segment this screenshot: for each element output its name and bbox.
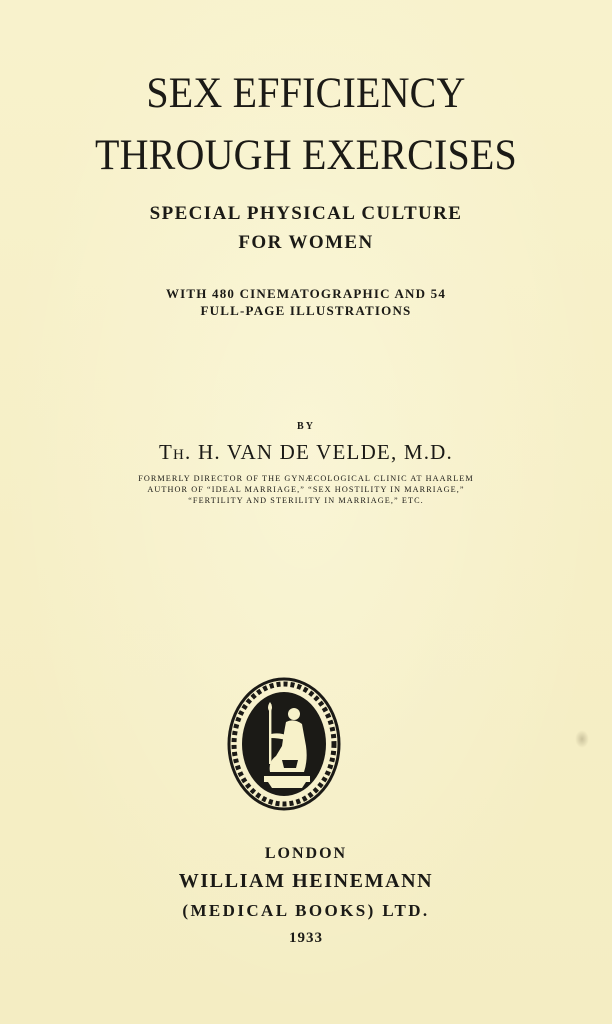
publisher-seal-icon [226, 676, 342, 812]
author-initial: Th. [158, 440, 192, 464]
illustrations-note-line-1: WITH 480 CINEMATOGRAPHIC AND 54 [165, 286, 447, 301]
book-title-line-1: SEX EFFICIENCY [146, 70, 466, 117]
author-credentials-line-1: FORMERLY DIRECTOR OF THE GYNÆCOLOGICAL CLINIC AT HAARLEM [138, 474, 474, 483]
book-title-line-2: THROUGH EXERCISES [95, 132, 517, 179]
byline: BY [297, 421, 315, 432]
imprint-city: LONDON [264, 845, 348, 862]
subtitle-line-2: FOR WOMEN [238, 232, 374, 253]
author-name [0, 442, 612, 463]
author-name-rest: H. VAN DE VELDE, M.D. [197, 440, 453, 464]
subtitle-line-1: SPECIAL PHYSICAL CULTURE [149, 203, 463, 224]
paper-blemish [575, 730, 589, 748]
author-credentials-line-2: AUTHOR OF “IDEAL MARRIAGE,” “SEX HOSTILITY IN MARRIAGE,” [147, 485, 465, 494]
imprint-year: 1933 [289, 930, 323, 946]
illustrations-note-line-2: FULL-PAGE ILLUSTRATIONS [200, 303, 412, 318]
author-credentials-line-3: “FERTILITY AND STERILITY IN MARRIAGE,” ETC. [188, 496, 424, 505]
imprint-publisher-line-2: (MEDICAL BOOKS) LTD. [182, 901, 430, 920]
imprint-publisher: WILLIAM HEINEMANN [178, 870, 434, 892]
